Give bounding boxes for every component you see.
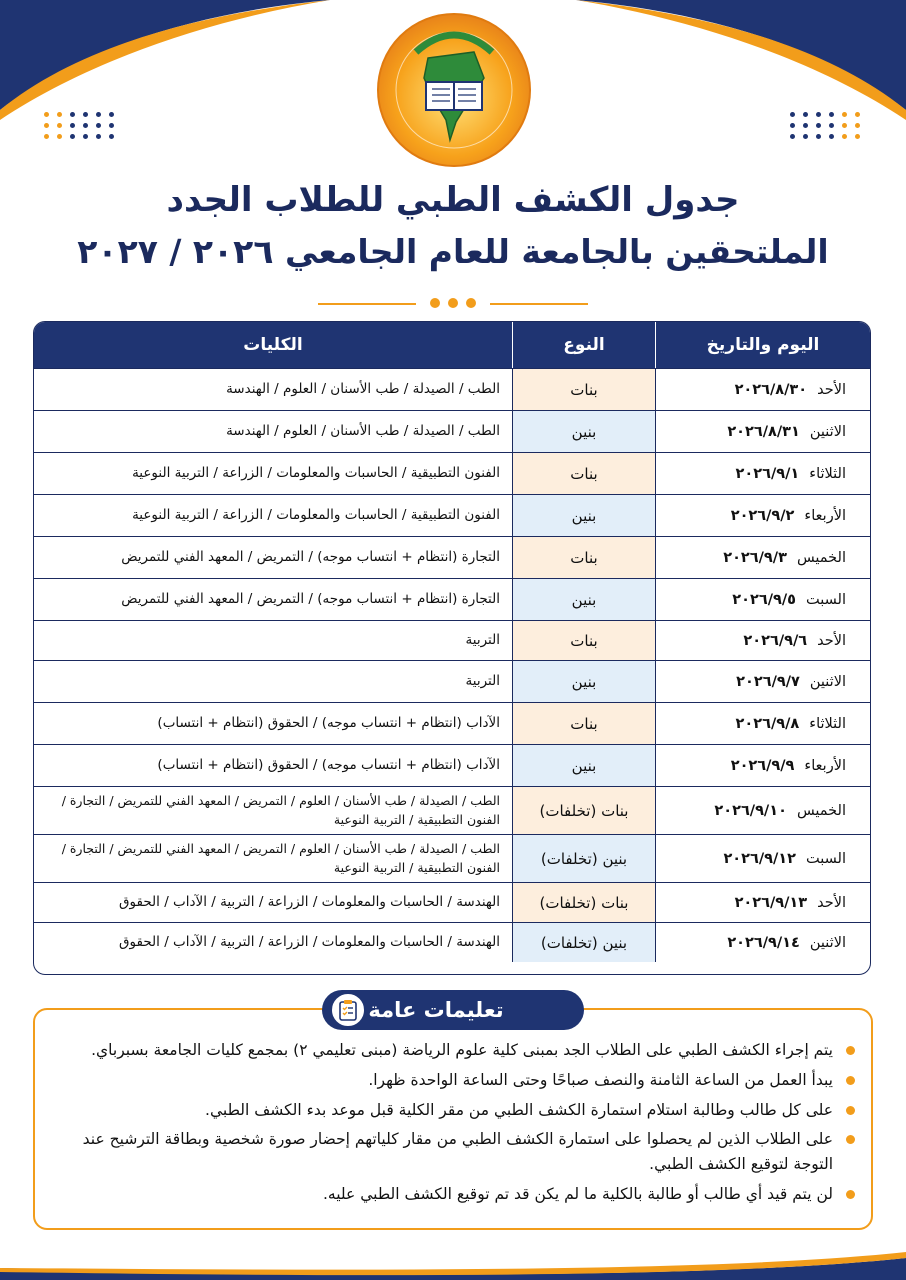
row-type: بنين [512, 661, 655, 702]
instructions-heading-badge [322, 990, 584, 1030]
row-faculties: الطب / الصيدلة / طب الأسنان / العلوم / التمريض / المعهد الفني للتمريض / التجارة / الفنون التطبيقية / التربية النوعية [61, 841, 500, 875]
table-row [34, 578, 870, 620]
row-faculties: الآداب (انتظام + انتساب موجه) / الحقوق (انتظام + انتساب) [157, 756, 500, 773]
table-row [34, 922, 870, 962]
bullet-icon [846, 1106, 855, 1115]
row-day: الاثنين [809, 673, 846, 690]
top-right-swoosh-decoration [576, 0, 906, 120]
row-date: ٢٠٢٦/٩/٩ [730, 757, 795, 774]
bottom-swoosh-decoration [0, 1240, 906, 1280]
page-subtitle: الملتحقين بالجامعة للعام الجامعي ٢٠٢٦ / ٢٠٢٧ [77, 232, 829, 271]
row-faculties: الطب / الصيدلة / طب الأسنان / العلوم / التمريض / المعهد الفني للتمريض / التجارة / الفنون التطبيقية / التربية النوعية [61, 793, 500, 827]
row-type: بنين [512, 579, 655, 620]
row-faculties: الآداب (انتظام + انتساب موجه) / الحقوق (انتظام + انتساب) [157, 714, 500, 731]
title-divider [318, 298, 588, 310]
row-faculties: الهندسة / الحاسبات والمعلومات / الزراعة / التربية / الآداب / الحقوق [119, 893, 500, 910]
table-row [34, 786, 870, 834]
row-date: ٢٠٢٦/٨/٣٠ [734, 381, 808, 398]
dot-grid-decoration-left [44, 112, 116, 139]
row-date: ٢٠٢٦/٨/٣١ [727, 423, 800, 440]
row-faculties: التجارة (انتظام + انتساب موجه) / التمريض / المعهد الفني للتمريض [121, 548, 500, 565]
row-date: ٢٠٢٦/٩/١٤ [727, 934, 800, 951]
row-faculties: الفنون التطبيقية / الحاسبات والمعلومات / الزراعة / التربية النوعية [132, 506, 500, 523]
table-row [34, 620, 870, 660]
row-faculties: الطب / الصيدلة / طب الأسنان / العلوم / الهندسة [226, 422, 500, 439]
header-type: النوع [512, 322, 655, 368]
row-day: الخميس [796, 549, 846, 566]
row-day: السبت [806, 850, 846, 867]
header-day-date: اليوم والتاريخ [655, 322, 870, 368]
table-row [34, 702, 870, 744]
table-row [34, 494, 870, 536]
table-row [34, 660, 870, 702]
row-faculties: الهندسة / الحاسبات والمعلومات / الزراعة / التربية / الآداب / الحقوق [119, 933, 500, 950]
row-faculties: الطب / الصيدلة / طب الأسنان / العلوم / الهندسة [226, 380, 500, 397]
row-type: بنين [512, 411, 655, 452]
row-type: بنات [512, 453, 655, 494]
row-date: ٢٠٢٦/٩/١ [735, 465, 800, 482]
list-item [55, 1098, 855, 1123]
row-faculties: التجارة (انتظام + انتساب موجه) / التمريض / المعهد الفني للتمريض [121, 590, 500, 607]
medical-exam-schedule-table [33, 321, 871, 975]
row-day: الثلاثاء [809, 715, 846, 732]
top-left-swoosh-decoration [0, 0, 330, 120]
row-day: الاثنين [809, 423, 846, 440]
list-item [55, 1182, 855, 1207]
row-day: الثلاثاء [809, 465, 846, 482]
row-day: الخميس [796, 802, 846, 819]
instruction-text: على كل طالب وطالبة استلام استمارة الكشف الطبي من مقر الكلية قبل موعد بدء الكشف الطبي. [205, 1100, 833, 1119]
bullet-icon [846, 1190, 855, 1199]
instruction-text: لن يتم قيد أي طالب أو طالبة بالكلية ما لم يكن قد تم توقيع الكشف الطبي عليه. [323, 1184, 833, 1203]
row-type: بنين (تخلفات) [512, 923, 655, 962]
row-faculties: التربية [465, 672, 500, 689]
row-day: الأربعاء [804, 507, 846, 524]
row-day: الاثنين [809, 934, 846, 951]
clipboard-checklist-icon [330, 992, 366, 1028]
bullet-icon [846, 1046, 855, 1055]
table-row [34, 882, 870, 922]
row-date: ٢٠٢٦/٩/١٠ [714, 802, 787, 819]
row-type: بنين [512, 495, 655, 536]
row-date: ٢٠٢٦/٩/١٣ [734, 894, 808, 911]
table-row [34, 410, 870, 452]
row-type: بنات [512, 537, 655, 578]
row-type: بنات (تخلفات) [512, 787, 655, 834]
row-day: السبت [806, 591, 846, 608]
instruction-text: يتم إجراء الكشف الطبي على الطلاب الجد بمبنى كلية علوم الرياضة (مبنى تعليمي ٢) بمجمع كليات الجامعة بسبرباي. [91, 1041, 833, 1059]
dot-grid-decoration-right [790, 112, 862, 139]
bullet-icon [846, 1076, 855, 1085]
row-type: بنات (تخلفات) [512, 883, 655, 922]
table-header-row [34, 322, 870, 368]
row-date: ٢٠٢٦/٩/٦ [743, 632, 808, 649]
table-row [34, 452, 870, 494]
table-row [34, 368, 870, 410]
row-day: الأربعاء [804, 757, 846, 774]
instructions-list [55, 1038, 855, 1212]
row-date: ٢٠٢٦/٩/١٢ [723, 850, 796, 867]
instructions-title: تعليمات عامة [368, 998, 504, 1022]
row-type: بنين (تخلفات) [512, 835, 655, 882]
row-date: ٢٠٢٦/٩/٧ [736, 673, 800, 690]
row-faculties: التربية [465, 631, 500, 648]
row-date: ٢٠٢٦/٩/٥ [732, 591, 796, 608]
table-row [34, 536, 870, 578]
row-faculties: الفنون التطبيقية / الحاسبات والمعلومات / الزراعة / التربية النوعية [132, 464, 500, 481]
list-item [55, 1038, 855, 1063]
tanta-university-logo [376, 12, 532, 168]
bullet-icon [846, 1135, 855, 1144]
row-date: ٢٠٢٦/٩/٣ [723, 549, 787, 566]
row-date: ٢٠٢٦/٩/٢ [730, 507, 795, 524]
page-title: جدول الكشف الطبي للطلاب الجدد [166, 180, 740, 220]
header-faculties: الكليات [243, 335, 303, 355]
instruction-text: يبدأ العمل من الساعة الثامنة والنصف صباحًا وحتى الساعة الواحدة ظهرا. [368, 1070, 833, 1089]
row-date: ٢٠٢٦/٩/٨ [735, 715, 800, 732]
instruction-text: على الطلاب الذين لم يحصلوا على استمارة الكشف الطبي من مقار كلياتهم إحضار صورة شخصية وبطاقة الترشيح عند التوجة لتوقيع الكشف الطبي. [82, 1130, 833, 1174]
row-day: الأحد [817, 632, 846, 649]
row-day: الأحد [817, 894, 846, 911]
list-item [55, 1068, 855, 1093]
row-type: بنات [512, 369, 655, 410]
row-type: بنين [512, 745, 655, 786]
row-type: بنات [512, 621, 655, 660]
table-row [34, 744, 870, 786]
row-day: الأحد [817, 381, 846, 398]
row-type: بنات [512, 703, 655, 744]
table-row [34, 834, 870, 882]
list-item [55, 1127, 855, 1177]
